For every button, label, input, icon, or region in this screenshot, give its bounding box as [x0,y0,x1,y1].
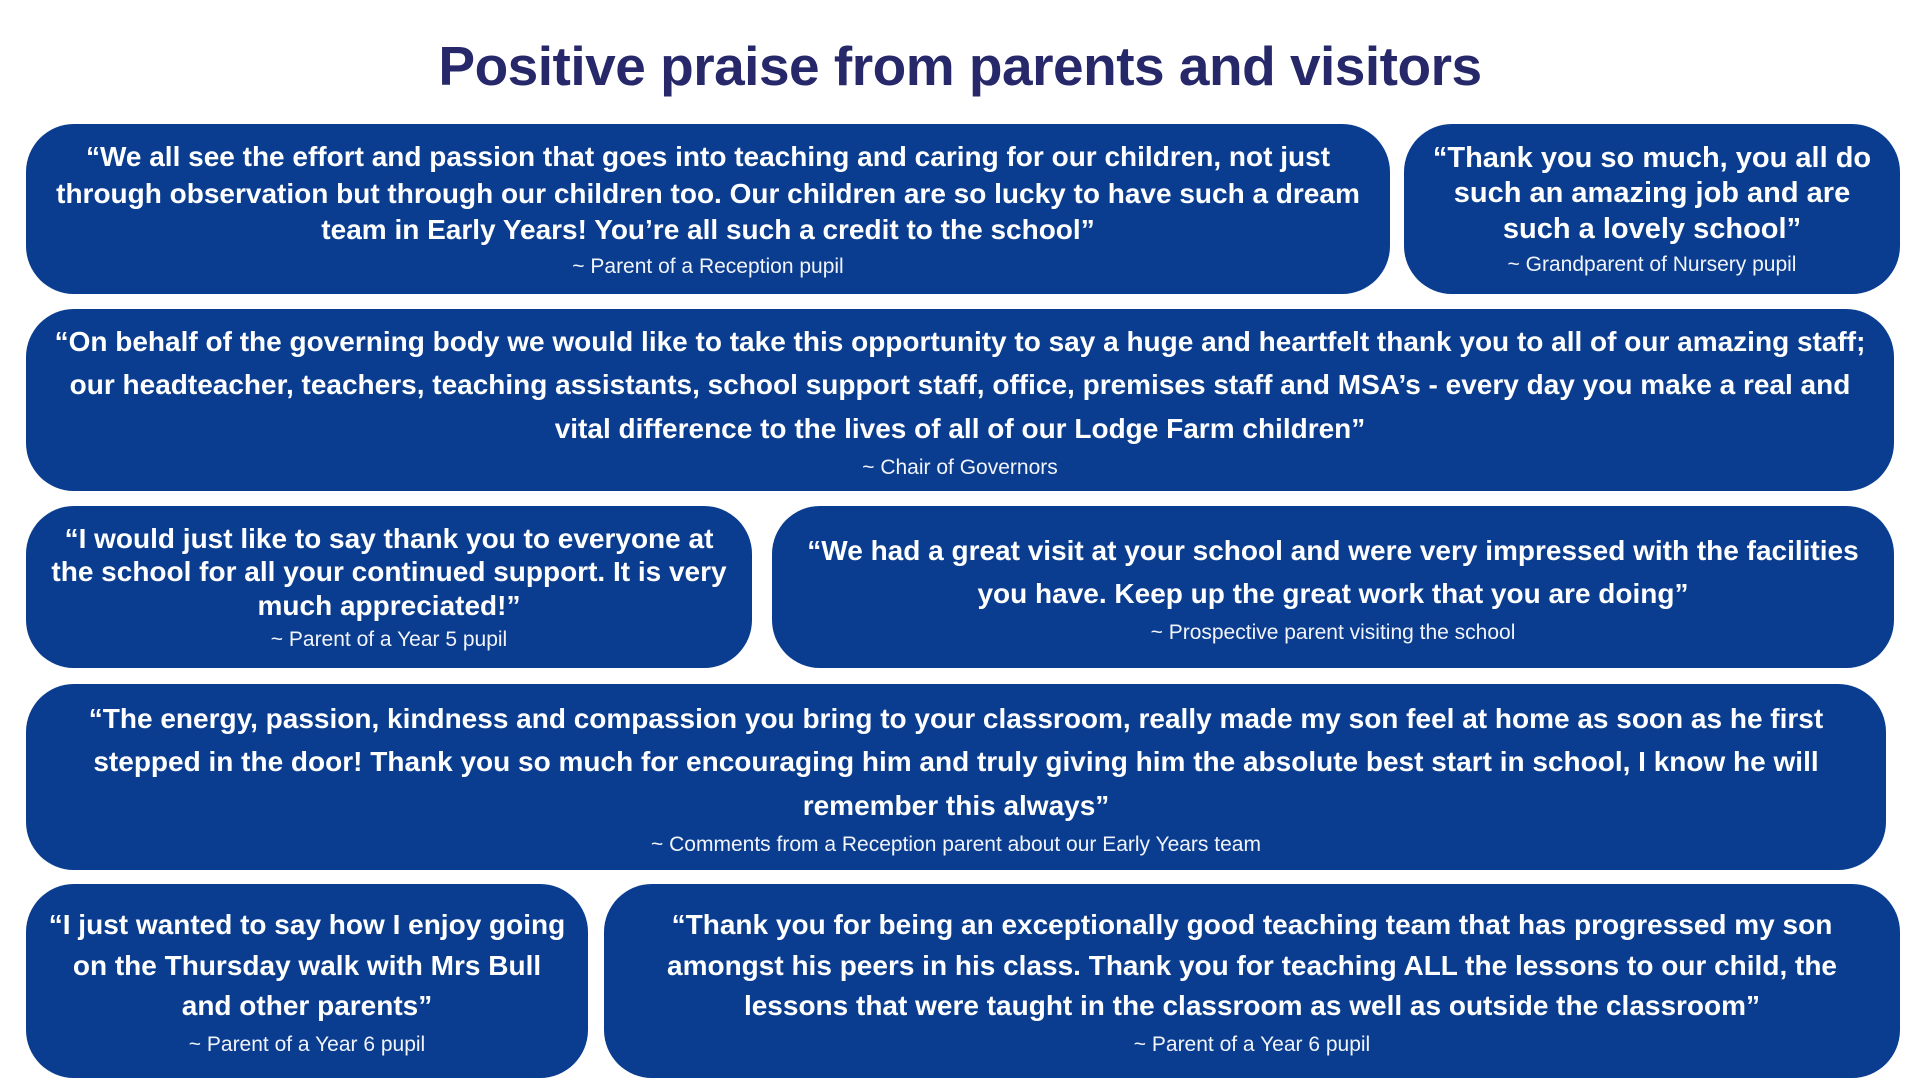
testimonial-card-reception-parent [26,124,1390,294]
testimonial-attribution: ~ Chair of Governors [862,456,1058,480]
testimonial-quote: “On behalf of the governing body we would like to take this opportunity to say a huge and heartfelt thank you to all of our amazing staff; our headteacher, teachers, teaching assistants, school support staff, office, premises staff and MSA’s - every day you make a real and vital difference to the lives of all of our Lodge Farm children” [54,325,1866,444]
testimonial-quote: “We had a great visit at your school and were very impressed with the facilities you have. Keep up the great work that you are doing” [807,534,1859,609]
testimonial-card-early-years-parent [26,684,1886,870]
testimonial-attribution: ~ Grandparent of Nursery pupil [1507,253,1797,277]
testimonial-quote: “Thank you so much, you all do such an amazing job and are such a lovely school” [1432,141,1872,245]
testimonial-attribution: ~ Parent of a Year 5 pupil [270,628,508,652]
testimonial-quote: “I would just like to say thank you to everyone at the school for all your continued support. It is very much appreciated!” [51,522,727,621]
testimonial-quote: “The energy, passion, kindness and compassion you bring to your classroom, really made my son feel at home as soon as he first stepped in the door! Thank you so much for encouraging him and truly giving him the absolute best start in school, I know he will remember this always” [88,702,1824,821]
testimonial-attribution: ~ Comments from a Reception parent about our Early Years team [651,833,1261,857]
testimonial-quote: “I just wanted to say how I enjoy going on the Thursday walk with Mrs Bull and other parents” [48,909,566,1022]
testimonial-attribution: ~ Parent of a Year 6 pupil [188,1032,426,1056]
testimonial-attribution: ~ Prospective parent visiting the school [1150,621,1516,645]
testimonial-attribution: ~ Parent of a Year 6 pupil [1133,1032,1371,1056]
testimonial-card-nursery-grandparent [1404,124,1900,294]
testimonial-quote: “We all see the effort and passion that goes into teaching and caring for our children, not just through observation but through our children too. Our children are so lucky to have such a dream team in Early Years! You’re all such a credit to the school” [56,141,1360,246]
page-title: Positive praise from parents and visitors [438,35,1482,97]
testimonial-attribution: ~ Parent of a Reception pupil [572,254,844,278]
testimonial-card-prospective-parent [772,506,1894,668]
testimonial-card-year5-parent [26,506,752,668]
testimonial-card-chair-of-governors [26,309,1894,491]
testimonial-quote: “Thank you for being an exceptionally good teaching team that has progressed my son amongst his peers in his class. Thank you for teaching ALL the lessons to our child, the lessons that were taught in the classroom as well as outside the classroom” [667,909,1837,1022]
testimonial-card-teaching-team [604,884,1900,1078]
testimonial-card-thursday-walk [26,884,588,1078]
